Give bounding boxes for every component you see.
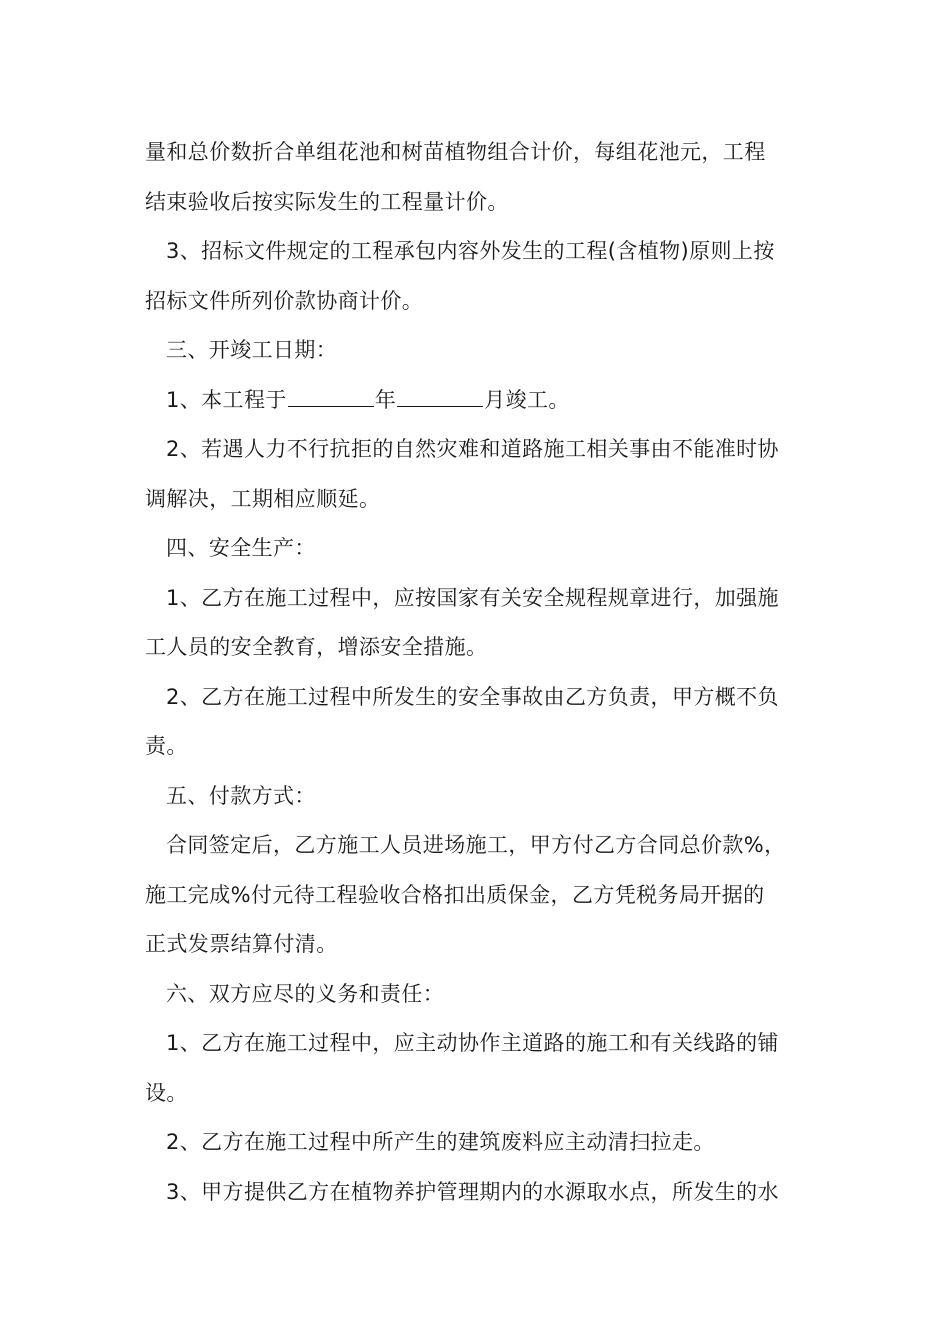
paragraph-line: 2、若遇人力不行抗拒的自然灾难和道路施工相关事由不能准时协 — [166, 437, 779, 461]
paragraph-line: 2、乙方在施工过程中所发生的安全事故由乙方负责，甲方概不负 — [166, 684, 779, 709]
document-body — [145, 128, 810, 1217]
section-heading: 六、双方应尽的义务和责任： — [166, 981, 445, 1006]
paragraph-line: 调解决，工期相应顺延。 — [145, 486, 381, 511]
month-blank — [397, 382, 483, 407]
paragraph-line: 招标文件所列价款协商计价。 — [145, 288, 424, 313]
year-blank — [288, 382, 374, 407]
paragraph-line: 量和总价数折合单组花池和树苗植物组合计价，每组花池元，工程 — [145, 140, 766, 164]
paragraph-line: 3、甲方提供乙方在植物养护管理期内的水源取水点，所发生的水 — [166, 1179, 779, 1204]
paragraph-line: 1、乙方在施工过程中，应按国家有关安全规程规章进行，加强施 — [166, 585, 779, 610]
month-label: 月竣工。 — [484, 387, 570, 412]
paragraph-line: 结束验收后按实际发生的工程量计价。 — [145, 189, 509, 214]
paragraph-line: 施工完成%付元待工程验收合格扣出质保金，乙方凭税务局开据的 — [145, 882, 765, 907]
paragraph-line: 工人员的安全教育，增添安全措施。 — [145, 635, 488, 659]
section-heading: 三、开竣工日期： — [166, 338, 338, 362]
section-heading: 五、付款方式： — [166, 783, 316, 808]
section-heading: 四、安全生产： — [166, 536, 316, 560]
paragraph-line: 2、乙方在施工过程中所产生的建筑废料应主动清扫拉走。 — [166, 1130, 715, 1154]
paragraph-line: 责。 — [145, 734, 188, 758]
completion-prefix: 1、本工程于 — [166, 387, 287, 412]
paragraph-line: 合同签定后，乙方施工人员进场施工，甲方付乙方合同总价款%， — [166, 833, 786, 857]
paragraph-line: 3、招标文件规定的工程承包内容外发生的工程(含植物)原则上按 — [166, 239, 775, 263]
paragraph-line: 设。 — [145, 1080, 188, 1105]
paragraph-line: 1、乙方在施工过程中，应主动协作主道路的施工和有关线路的铺 — [166, 1031, 779, 1055]
paragraph-line: 正式发票结算付清。 — [145, 932, 338, 956]
completion-date-line — [145, 376, 810, 426]
year-label: 年 — [374, 387, 397, 412]
